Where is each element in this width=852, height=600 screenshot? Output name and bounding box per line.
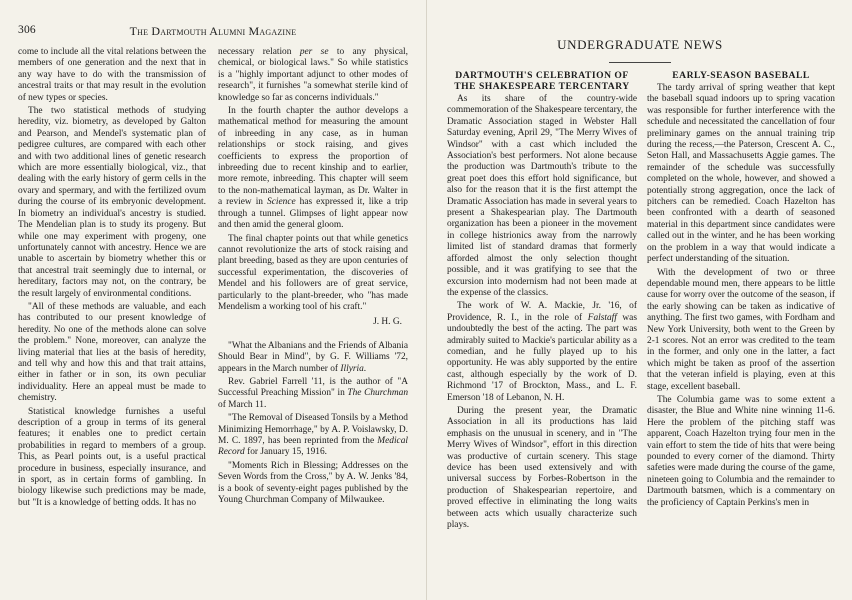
italic-run: per se — [299, 47, 329, 57]
italic-run: The Churchman — [347, 388, 408, 399]
paragraph: As its share of the country-wide commemoration of the Shakespeare tercentary, the Dramatic Association staged in Webster Hall Saturday evening, April 29, "The Merry Wives of Windsor" with a cast which included the Association's best performers. Not alone because the production was Dartmouth's tribute to the great poet does this effort hold significance, but also for the reason that it is the first attempt the Dramatic Association has made in several years to present a Shakespearian play. The Dartmouth organization has been a pioneer in the movement in college histrionics away from the narrowly limited list of standard dramas that formerly afforded almost the only selection thought possible, and it was gratifying to see that the excursion into modernism had not been made at the expense of the classics. — [447, 94, 637, 298]
text-run: "The Removal of Diseased Tonsils by a Method Minimizing Hemorrhage," by A. P. Voislawsky, D. M. C. 1897, has been reprinted from the — [218, 413, 408, 446]
paragraph: "All of these methods are valuable, and each has contributed to our present knowledge of heredity. No one of the methods alone can solve the problem." None, moreover, can analyze the living material that lies at the basis of heredity, and tell why and how this and that trait attains, either in father or in son, its own peculiar individuality. Here an appeal must be made to chemistry. — [18, 301, 206, 404]
right-page — [426, 0, 852, 600]
text-run: The work of W. A. Mackie, Jr. '16, of Providence, R. I., in the role of — [447, 301, 637, 323]
left-column-2 — [218, 47, 408, 595]
section-header: UNDERGRADUATE NEWS — [557, 37, 723, 52]
text-run: was undoubtedly the best of the acting. The part was admirably suited to Mackie's particular ability as a comedian, and he fully played up to his opportunity. He was ably supported by the entire cast, although especially by the work of D. Richmond '17 of Brockton, Mass., and L. F. Emerson '18 of Lebanon, N. H. — [447, 312, 637, 403]
paragraph: Statistical knowledge furnishes a useful description of a group in terms of its general features; it enables one to predict certain probabilities in regard to members of a group. This, as Pearl points out, is a useful practical procedure in business, especially insurance, and in sport, as in certain forms of gambling. In biology likewise such predictions may be made, but "It is a knowledge of betting odds. It has no — [18, 406, 206, 508]
text-run: "What the Albanians and the Friends of Albania Should Bear in Mind", by G. F. Williams '72, appears in the March number of — [218, 340, 408, 374]
notice — [218, 413, 408, 459]
review-signature: J. H. G. — [373, 317, 402, 328]
paragraph: The final chapter points out that while genetics cannot revolutionize the arts of stock raising and plant breeding, based as they are upon centuries of successful experimentation, the discoveries of Mendel and his followers are of great service, particularly to the plant-breeder, who "has made Mendelism a working tool of his craft." — [218, 233, 408, 312]
text-run: necessary relation — [218, 47, 300, 57]
paragraph: The Columbia game was to some extent a disaster, the Blue and White nine winning 11-6. Here the problem of the pitching staff was apparent, Coach Hazelton trying four men in the vain effort to stem the tide of hits that were being pounded to every corner of the diamond. Thirty safeties were made during the course of the game, nineteen going to Columbia and the remainder to Dartmouth batsmen, which is a commentary on the proficiency of Captain Perkins's men in — [647, 394, 835, 508]
paragraph: come to include all the vital relations between the members of one generation and the next that in any way have to do with the transmission of ancestral traits or that may result in the evolution of new types or species. — [18, 47, 206, 103]
notice: "Moments Rich in Blessing; Addresses on the Seven Words from the Cross," by A. W. Jenks '84, is a book of seventy-eight pages published by the Young Churchman Company of Milwaukee. — [218, 460, 408, 506]
notice — [218, 377, 408, 411]
text-run: has expressed it, like a trip through a tunnel. Glimpses of light appear now and then amid the general gloom. — [218, 197, 408, 231]
italic-run: Science — [267, 197, 296, 208]
paragraph — [218, 106, 408, 231]
text-run: of March 11. — [218, 399, 267, 410]
text-run: for January 15, 1916. — [244, 447, 328, 458]
paragraph: The two statistical methods of studying heredity, viz. biometry, as developed by Galton and Pearson, and Mendel's systematic plan of pedigree cultures, are compared with each other and with two additional lines of genetic research which are more essentially biological, viz., that dealing with the early history of germ cells in the ovary and spermary, and with the fertilized ovum during the course of its embryonic development. In biometry an individual's ancestry is studied. The Mendelian plan is to study its progeny. But while one may experiment with progeny, one unfortunately cannot with ancestry. Hence we are unable to ascertain by biometry whether this or that ancestral trait seemingly due to internal, or hereditary, factors may not, on the contrary, be the result largely of environmental conditions. — [18, 106, 206, 299]
italic-run: Medical Record — [218, 436, 408, 458]
left-column-1 — [18, 47, 206, 595]
paragraph: During the present year, the Dramatic Association in all its productions has laid emphasis on the unusual in scenery, and in "The Merry Wives of Windsor", effort in this direction was productive of curtain scenery. This stage device has been used extensively and with universal success by Forbes-Robertson in the production of Shakespearian repertoire, and proved effective in eliminating the long waits between acts which usually characterize such plays. — [447, 405, 637, 531]
notice — [218, 341, 408, 375]
text-run: to any physical, chemical, or biological laws." So while statistics is a "highly important adjunct to other modes of research", it furnishes "a somewhat sterile kind of knowledge so far as concerns individuals." — [218, 47, 408, 103]
paragraph — [447, 301, 637, 404]
article-title: EARLY-SEASON BASEBALL — [672, 70, 810, 81]
paragraph: With the development of two or three dependable mound men, there appears to be little cause for worry over the outcome of the season, if the early showing can be taken as indicative of anything. The first two games, with Fordham and New York University, both went to the Green by 2-1 scores. Not an error was credited to the team in the former, and only one in the latter, a fact which might be taken as proof of the assertion that the veteran infield is playing, even at this stage, excellent baseball. — [647, 267, 835, 392]
section-rule — [609, 62, 671, 63]
paragraph: The tardy arrival of spring weather that kept the baseball squad indoors up to spring vacation was responsible for further interference with the schedule and necessitated the cancellation of four preliminary games on the annual training trip during the recess,—the Paterson, Crescent A. C., Seton Hall, and Massachusetts Aggie games. The remainder of the schedule was successfully completed on the whole, however, and showed a potentially strong aggregation, once the lack of pitchers can be remedied. Coach Hazelton has been confronted with a dearth of seasoned material in this department since candidates were called out in the winter, and he has been working on the problem in a way that would indicate a perfect understanding of the situation. — [647, 83, 835, 265]
text-run: Rev. Gabriel Farrell '11, is the author of "A Successful Preaching Mission" in — [218, 376, 408, 399]
running-title: The Dartmouth Alumni Magazine — [129, 24, 297, 38]
text-run: . — [363, 363, 367, 374]
text-run: In the fourth chapter the author develops a mathematical method for measuring the amount of inbreeding in any case, as in human relationships or stock raising, and gives coefficients to express the proportion of inbreeding due to recent kinship and to earlier, more remote, inbreeding. This chapter will seem to the non-mathematical layman, as Dr. Walter in a review in — [218, 106, 408, 208]
paragraph — [218, 47, 408, 104]
right-column-1 — [447, 70, 637, 595]
page-number: 306 — [18, 24, 36, 36]
right-column-2 — [647, 70, 835, 595]
italic-run: Falstaff — [587, 312, 617, 323]
italic-run: Illyria — [340, 363, 364, 374]
spacer — [218, 329, 408, 341]
article-title: DARTMOUTH'S CELEBRATION OF THE SHAKESPEARE TERCENTARY — [454, 70, 630, 92]
